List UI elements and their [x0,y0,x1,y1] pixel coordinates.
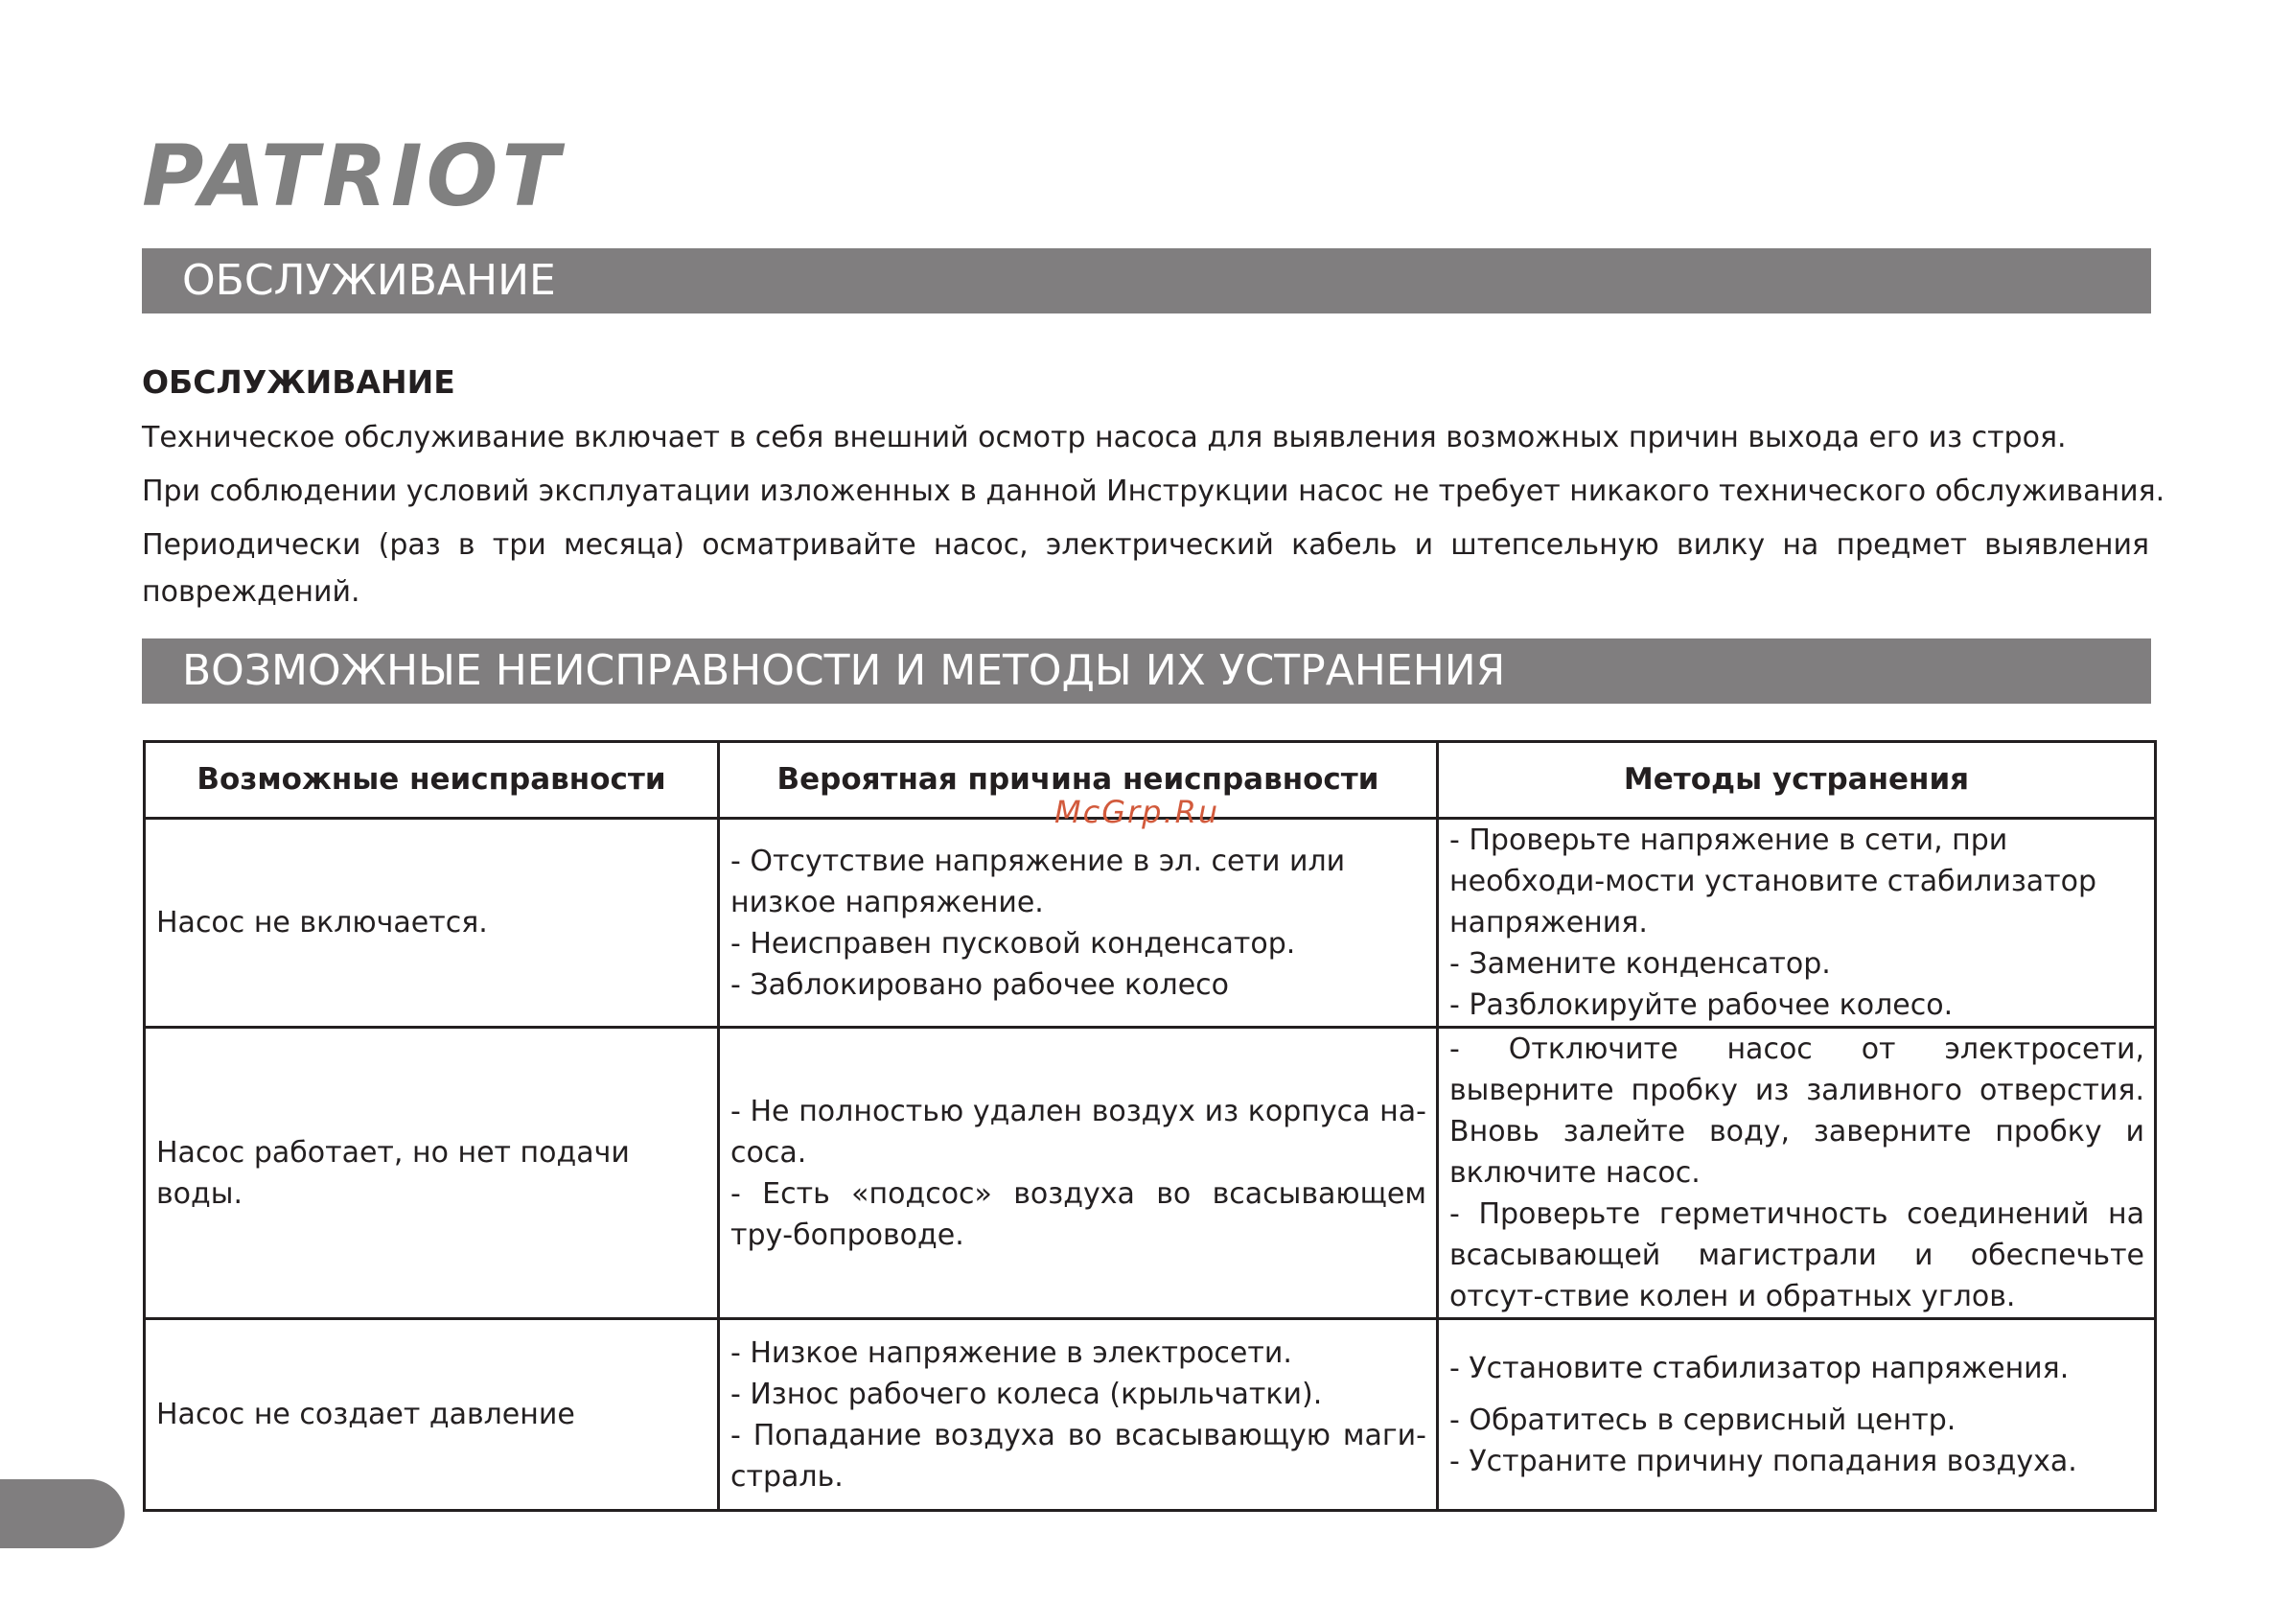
cause-line: - Неисправен пусковой конденсатор. [730,926,1296,961]
remedy-line: - Проверьте напряжение в сети, при необходи-мости установите стабилизатор напряжения. [1449,824,2097,940]
remedy-line: - Проверьте герметичность соединений на всасывающей магистрали и обеспечьте отсут-ствие колен и обратных углов. [1449,1197,2144,1313]
table-row [145,1028,2156,1319]
cause-line: - Есть «подсос» воздуха во всасывающем тру-бопроводе. [730,1176,1426,1252]
cause-line: - Попадание воздуха во всасывающую маги-страль. [730,1418,1426,1494]
fault-cell: Насос не включается. [145,819,719,1028]
cause-cell [719,1319,1438,1511]
column-header-remedies: Методы устранения [1438,742,2156,819]
fault-cell: Насос работает, но нет подачи воды. [145,1028,719,1319]
maintenance-paragraph: Техническое обслуживание включает в себя внешний осмотр насоса для выявления возможных причин выхода его из строя. [142,421,2067,454]
maintenance-paragraph: При соблюдении условий эксплуатации изложенных в данной Инструкции насос не требует никакого технического обслуживания. [142,475,2165,508]
maintenance-subheading: ОБСЛУЖИВАНИЕ [142,363,455,401]
watermark-text: McGrp.Ru [1054,794,1220,830]
patriot-logo: PATRIOT [142,127,564,225]
cause-line: - Заблокировано рабочее колесо [730,967,1230,1002]
cause-line: - Не полностью удален воздух из корпуса на-соса. [730,1094,1426,1170]
section-title-maintenance: ОБСЛУЖИВАНИЕ [142,248,2151,313]
page-number-tab [0,1479,125,1548]
table-row [145,1319,2156,1511]
line-gap [1449,1389,2144,1400]
cause-line: - Отсутствие напряжение в эл. сети или низкое напряжение. [730,844,1346,919]
remedy-line: - Установите стабилизатор напряжения. [1449,1351,2070,1385]
column-header-faults: Возможные неисправности [145,742,719,819]
cause-line: - Износ рабочего колеса (крыльчатки). [730,1377,1323,1411]
column-header-causes: Вероятная причина неисправности [719,742,1438,819]
table-row [145,819,2156,1028]
remedy-line: - Отключите насос от электросети, выверните пробку из заливного отверстия. Вновь залейте воду, заверните пробку и включите насос. [1449,1032,2144,1190]
remedy-cell [1438,1319,2156,1511]
remedy-line: - Замените конденсатор. [1449,947,1831,981]
cause-line: - Низкое напряжение в электросети. [730,1335,1292,1370]
section-title-faults: ВОЗМОЖНЫЕ НЕИСПРАВНОСТИ И МЕТОДЫ ИХ УСТРАНЕНИЯ [142,638,2151,704]
maintenance-paragraph: Периодически (раз в три месяца) осматривайте насос, электрический кабель и штепсельную вилку на предмет выявления повреждений. [142,528,2149,609]
fault-cell: Насос не создает давление [145,1319,719,1511]
remedy-line: - Устраните причину попадания воздуха. [1449,1444,2077,1478]
remedy-cell [1438,1028,2156,1319]
remedy-line: - Разблокируйте рабочее колесо. [1449,988,1954,1022]
remedy-cell [1438,819,2156,1028]
remedy-line: - Обратитесь в сервисный центр. [1449,1403,1956,1437]
cause-cell [719,819,1438,1028]
cause-cell [719,1028,1438,1319]
faults-table [143,740,2157,1512]
